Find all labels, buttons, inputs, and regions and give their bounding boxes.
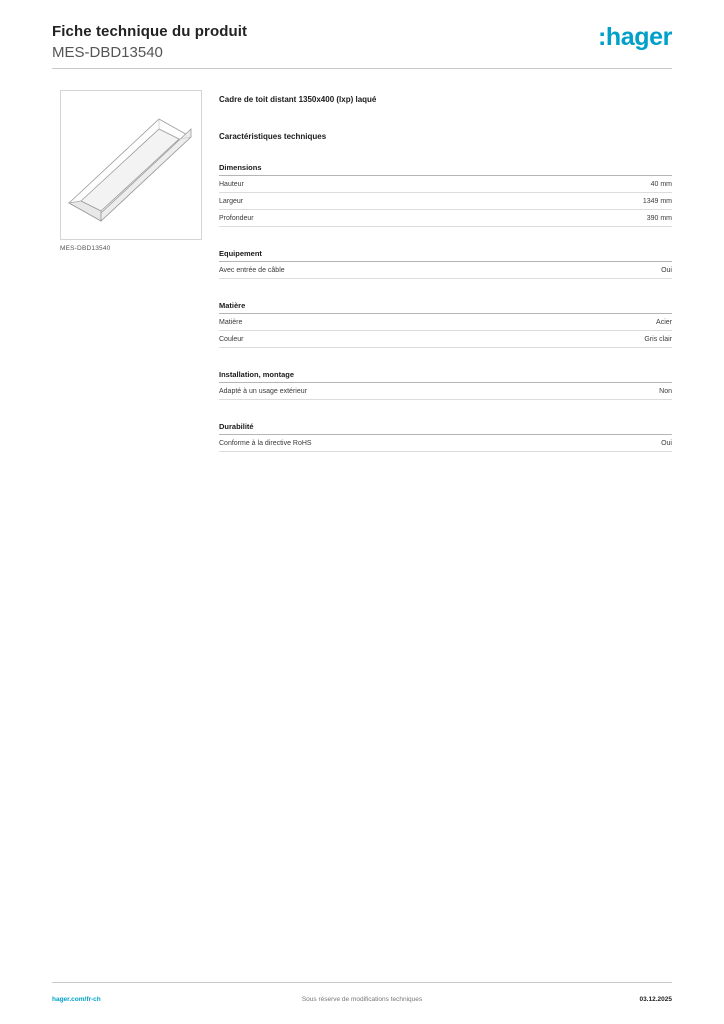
header-titles: [52, 22, 247, 62]
spec-group-material: [219, 301, 672, 348]
spec-label: Matière: [219, 318, 243, 326]
spec-group-title: Durabilité: [219, 422, 672, 435]
table-row: [219, 262, 672, 279]
table-row: [219, 331, 672, 348]
section-heading-technical: Caractéristiques techniques: [219, 132, 327, 141]
product-image: [60, 90, 202, 240]
spec-value: Oui: [661, 439, 672, 447]
footer-date: 03.12.2025: [639, 996, 672, 1003]
product-name: Cadre de toit distant 1350x400 (lxp) laqué: [219, 95, 377, 104]
spec-label: Avec entrée de câble: [219, 266, 285, 274]
spec-group-dimensions: [219, 163, 672, 227]
spec-label: Profondeur: [219, 214, 254, 222]
spec-group-title: Matière: [219, 301, 672, 314]
footer-website-link[interactable]: hager.com/fr-ch: [52, 996, 101, 1003]
spec-value: Non: [659, 387, 672, 395]
spec-value: 390 mm: [646, 214, 672, 222]
header-divider: [52, 68, 672, 69]
page-footer: [52, 996, 672, 1003]
roof-frame-illustration: [61, 91, 199, 237]
spec-group-sustainability: [219, 422, 672, 452]
spec-label: Couleur: [219, 335, 244, 343]
footer-disclaimer: Sous réserve de modifications techniques: [301, 996, 423, 1003]
spec-value: 40 mm: [650, 180, 672, 188]
spec-group-title: Installation, montage: [219, 370, 672, 383]
hager-logo: :hager: [597, 23, 672, 51]
table-row: [219, 176, 672, 193]
table-row: [219, 383, 672, 400]
product-reference: MES-DBD13540: [52, 44, 163, 61]
footer-divider: [52, 982, 672, 983]
spec-label: Hauteur: [219, 180, 244, 188]
spec-group-equipment: [219, 249, 672, 279]
page-header: [52, 22, 672, 62]
spec-label: Adapté à un usage extérieur: [219, 387, 307, 395]
spec-value: Oui: [661, 266, 672, 274]
spec-group-title: Equipement: [219, 249, 672, 262]
spec-value: Gris clair: [644, 335, 672, 343]
product-image-caption: MES-DBD13540: [60, 245, 111, 252]
table-row: [219, 210, 672, 227]
table-row: [219, 314, 672, 331]
spec-group-title: Dimensions: [219, 163, 672, 176]
spec-label: Largeur: [219, 197, 244, 205]
table-row: [219, 193, 672, 210]
spec-value: 1349 mm: [642, 197, 672, 205]
spec-label: Conforme à la directive RoHS: [219, 439, 312, 447]
spec-group-installation: [219, 370, 672, 400]
spec-value: Acier: [656, 318, 672, 326]
page-title: Fiche technique du produit: [52, 23, 248, 40]
table-row: [219, 435, 672, 452]
specifications-panel: [219, 94, 672, 452]
